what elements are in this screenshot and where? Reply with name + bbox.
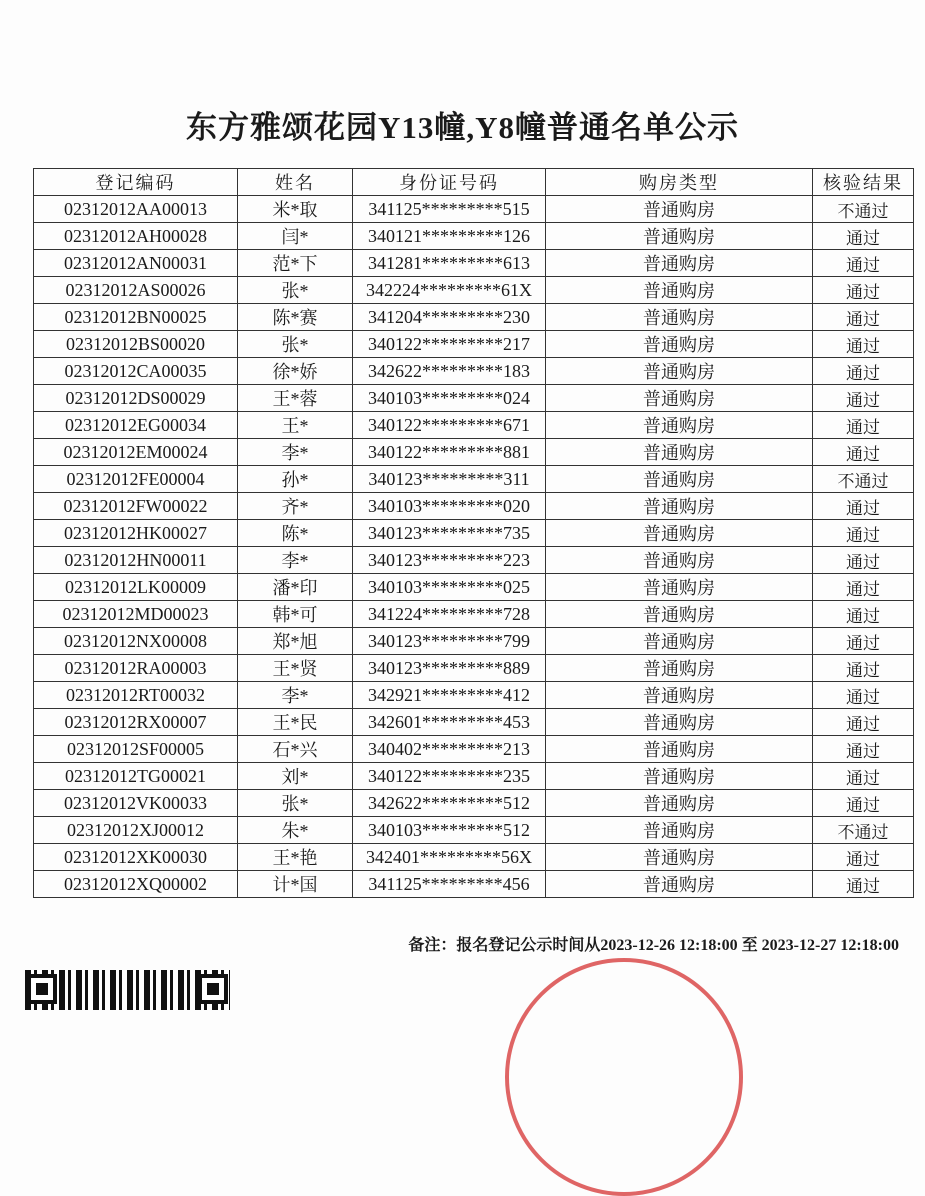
- cell-name: 李*: [238, 547, 353, 574]
- cell-verification-result: 通过: [813, 844, 914, 871]
- cell-registration-code: 02312012NX00008: [34, 628, 238, 655]
- cell-purchase-type: 普通购房: [546, 844, 813, 871]
- cell-id-number: 340121*********126: [353, 223, 546, 250]
- cell-verification-result: 通过: [813, 358, 914, 385]
- table-row: [34, 682, 914, 709]
- cell-registration-code: 02312012AH00028: [34, 223, 238, 250]
- table-row: [34, 709, 914, 736]
- table-row: [34, 817, 914, 844]
- cell-name: 张*: [238, 790, 353, 817]
- cell-verification-result: 不通过: [813, 196, 914, 223]
- header-id-number: 身份证号码: [353, 169, 546, 196]
- cell-registration-code: 02312012BN00025: [34, 304, 238, 331]
- cell-verification-result: 通过: [813, 331, 914, 358]
- cell-verification-result: 通过: [813, 628, 914, 655]
- cell-registration-code: 02312012AA00013: [34, 196, 238, 223]
- cell-registration-code: 02312012AS00026: [34, 277, 238, 304]
- cell-verification-result: 通过: [813, 493, 914, 520]
- cell-purchase-type: 普通购房: [546, 277, 813, 304]
- cell-verification-result: 通过: [813, 763, 914, 790]
- cell-name: 徐*娇: [238, 358, 353, 385]
- cell-purchase-type: 普通购房: [546, 574, 813, 601]
- table-row: [34, 763, 914, 790]
- official-seal: [505, 958, 743, 1196]
- cell-purchase-type: 普通购房: [546, 439, 813, 466]
- table-row: [34, 331, 914, 358]
- cell-registration-code: 02312012EG00034: [34, 412, 238, 439]
- cell-name: 郑*旭: [238, 628, 353, 655]
- cell-verification-result: 通过: [813, 736, 914, 763]
- table-row: [34, 466, 914, 493]
- cell-id-number: 340123*********223: [353, 547, 546, 574]
- table-row: [34, 277, 914, 304]
- cell-registration-code: 02312012EM00024: [34, 439, 238, 466]
- cell-verification-result: 不通过: [813, 817, 914, 844]
- cell-id-number: 342622*********512: [353, 790, 546, 817]
- cell-verification-result: 通过: [813, 439, 914, 466]
- publication-note: 备注：报名登记公示时间从2023-12-26 12:18:00 至 2023-12-27 12:18:00: [408, 937, 899, 954]
- cell-name: 计*国: [238, 871, 353, 898]
- cell-id-number: 340123*********889: [353, 655, 546, 682]
- cell-purchase-type: 普通购房: [546, 331, 813, 358]
- cell-verification-result: 通过: [813, 655, 914, 682]
- cell-purchase-type: 普通购房: [546, 682, 813, 709]
- cell-purchase-type: 普通购房: [546, 304, 813, 331]
- cell-name: 王*贤: [238, 655, 353, 682]
- cell-registration-code: 02312012HN00011: [34, 547, 238, 574]
- table-row: [34, 250, 914, 277]
- table-row: [34, 358, 914, 385]
- cell-id-number: 340122*********881: [353, 439, 546, 466]
- cell-name: 石*兴: [238, 736, 353, 763]
- cell-verification-result: 通过: [813, 250, 914, 277]
- cell-id-number: 340103*********020: [353, 493, 546, 520]
- cell-id-number: 342921*********412: [353, 682, 546, 709]
- table-row: [34, 790, 914, 817]
- cell-id-number: 341204*********230: [353, 304, 546, 331]
- table-row: [34, 493, 914, 520]
- cell-id-number: 340123*********311: [353, 466, 546, 493]
- cell-registration-code: 02312012HK00027: [34, 520, 238, 547]
- cell-purchase-type: 普通购房: [546, 547, 813, 574]
- cell-id-number: 341125*********515: [353, 196, 546, 223]
- cell-purchase-type: 普通购房: [546, 871, 813, 898]
- cell-name: 王*艳: [238, 844, 353, 871]
- header-verification-result: 核验结果: [813, 169, 914, 196]
- cell-verification-result: 通过: [813, 412, 914, 439]
- cell-verification-result: 通过: [813, 223, 914, 250]
- cell-id-number: 342224*********61X: [353, 277, 546, 304]
- cell-name: 王*民: [238, 709, 353, 736]
- cell-registration-code: 02312012AN00031: [34, 250, 238, 277]
- cell-id-number: 340103*********024: [353, 385, 546, 412]
- cell-verification-result: 通过: [813, 304, 914, 331]
- table-row: [34, 574, 914, 601]
- cell-name: 闫*: [238, 223, 353, 250]
- cell-name: 张*: [238, 331, 353, 358]
- header-registration-code: 登记编码: [34, 169, 238, 196]
- cell-purchase-type: 普通购房: [546, 709, 813, 736]
- cell-registration-code: 02312012FW00022: [34, 493, 238, 520]
- cell-verification-result: 通过: [813, 547, 914, 574]
- table-row: [34, 628, 914, 655]
- cell-registration-code: 02312012DS00029: [34, 385, 238, 412]
- registration-table: [33, 168, 914, 898]
- table-row: [34, 304, 914, 331]
- cell-name: 李*: [238, 682, 353, 709]
- cell-id-number: 340122*********217: [353, 331, 546, 358]
- cell-name: 刘*: [238, 763, 353, 790]
- cell-registration-code: 02312012TG00021: [34, 763, 238, 790]
- cell-name: 潘*印: [238, 574, 353, 601]
- cell-verification-result: 通过: [813, 682, 914, 709]
- cell-id-number: 340122*********671: [353, 412, 546, 439]
- cell-purchase-type: 普通购房: [546, 358, 813, 385]
- cell-registration-code: 02312012XQ00002: [34, 871, 238, 898]
- cell-verification-result: 通过: [813, 709, 914, 736]
- cell-purchase-type: 普通购房: [546, 196, 813, 223]
- cell-purchase-type: 普通购房: [546, 466, 813, 493]
- cell-registration-code: 02312012FE00004: [34, 466, 238, 493]
- cell-id-number: 342622*********183: [353, 358, 546, 385]
- table-row: [34, 520, 914, 547]
- cell-registration-code: 02312012CA00035: [34, 358, 238, 385]
- cell-registration-code: 02312012LK00009: [34, 574, 238, 601]
- cell-registration-code: 02312012RT00032: [34, 682, 238, 709]
- cell-id-number: 342601*********453: [353, 709, 546, 736]
- cell-verification-result: 通过: [813, 385, 914, 412]
- cell-purchase-type: 普通购房: [546, 250, 813, 277]
- table-row: [34, 844, 914, 871]
- cell-purchase-type: 普通购房: [546, 493, 813, 520]
- table-row: [34, 871, 914, 898]
- table-body: [34, 196, 914, 898]
- cell-registration-code: 02312012RA00003: [34, 655, 238, 682]
- cell-id-number: 340123*********799: [353, 628, 546, 655]
- cell-name: 范*下: [238, 250, 353, 277]
- cell-id-number: 341224*********728: [353, 601, 546, 628]
- cell-verification-result: 通过: [813, 871, 914, 898]
- cell-verification-result: 通过: [813, 574, 914, 601]
- cell-name: 陈*赛: [238, 304, 353, 331]
- cell-verification-result: 通过: [813, 601, 914, 628]
- cell-name: 韩*可: [238, 601, 353, 628]
- cell-purchase-type: 普通购房: [546, 628, 813, 655]
- cell-verification-result: 通过: [813, 520, 914, 547]
- table-row: [34, 412, 914, 439]
- cell-name: 米*取: [238, 196, 353, 223]
- cell-name: 张*: [238, 277, 353, 304]
- cell-id-number: 341281*********613: [353, 250, 546, 277]
- cell-id-number: 340402*********213: [353, 736, 546, 763]
- cell-purchase-type: 普通购房: [546, 412, 813, 439]
- table-row: [34, 736, 914, 763]
- cell-name: 陈*: [238, 520, 353, 547]
- cell-purchase-type: 普通购房: [546, 223, 813, 250]
- page-title: 东方雅颂花园Y13幢,Y8幢普通名单公示: [185, 110, 740, 145]
- cell-registration-code: 02312012XJ00012: [34, 817, 238, 844]
- cell-purchase-type: 普通购房: [546, 763, 813, 790]
- cell-id-number: 340122*********235: [353, 763, 546, 790]
- cell-purchase-type: 普通购房: [546, 655, 813, 682]
- cell-name: 王*蓉: [238, 385, 353, 412]
- cell-verification-result: 不通过: [813, 466, 914, 493]
- cell-registration-code: 02312012SF00005: [34, 736, 238, 763]
- cell-registration-code: 02312012XK00030: [34, 844, 238, 871]
- cell-purchase-type: 普通购房: [546, 385, 813, 412]
- cell-name: 朱*: [238, 817, 353, 844]
- table-header-row: [34, 169, 914, 196]
- cell-name: 孙*: [238, 466, 353, 493]
- cell-name: 李*: [238, 439, 353, 466]
- cell-registration-code: 02312012RX00007: [34, 709, 238, 736]
- cell-name: 齐*: [238, 493, 353, 520]
- table-row: [34, 385, 914, 412]
- cell-id-number: 340103*********512: [353, 817, 546, 844]
- cell-purchase-type: 普通购房: [546, 817, 813, 844]
- cell-purchase-type: 普通购房: [546, 790, 813, 817]
- cell-purchase-type: 普通购房: [546, 520, 813, 547]
- cell-id-number: 340123*********735: [353, 520, 546, 547]
- cell-id-number: 340103*********025: [353, 574, 546, 601]
- cell-purchase-type: 普通购房: [546, 601, 813, 628]
- cell-id-number: 342401*********56X: [353, 844, 546, 871]
- cell-id-number: 341125*********456: [353, 871, 546, 898]
- cell-registration-code: 02312012MD00023: [34, 601, 238, 628]
- cell-registration-code: 02312012VK00033: [34, 790, 238, 817]
- table-row: [34, 223, 914, 250]
- table-row: [34, 655, 914, 682]
- table-row: [34, 439, 914, 466]
- header-name: 姓名: [238, 169, 353, 196]
- cell-verification-result: 通过: [813, 790, 914, 817]
- table-row: [34, 196, 914, 223]
- qr-code: [25, 970, 230, 1010]
- cell-purchase-type: 普通购房: [546, 736, 813, 763]
- cell-name: 王*: [238, 412, 353, 439]
- table-row: [34, 601, 914, 628]
- header-purchase-type: 购房类型: [546, 169, 813, 196]
- cell-verification-result: 通过: [813, 277, 914, 304]
- table-row: [34, 547, 914, 574]
- cell-registration-code: 02312012BS00020: [34, 331, 238, 358]
